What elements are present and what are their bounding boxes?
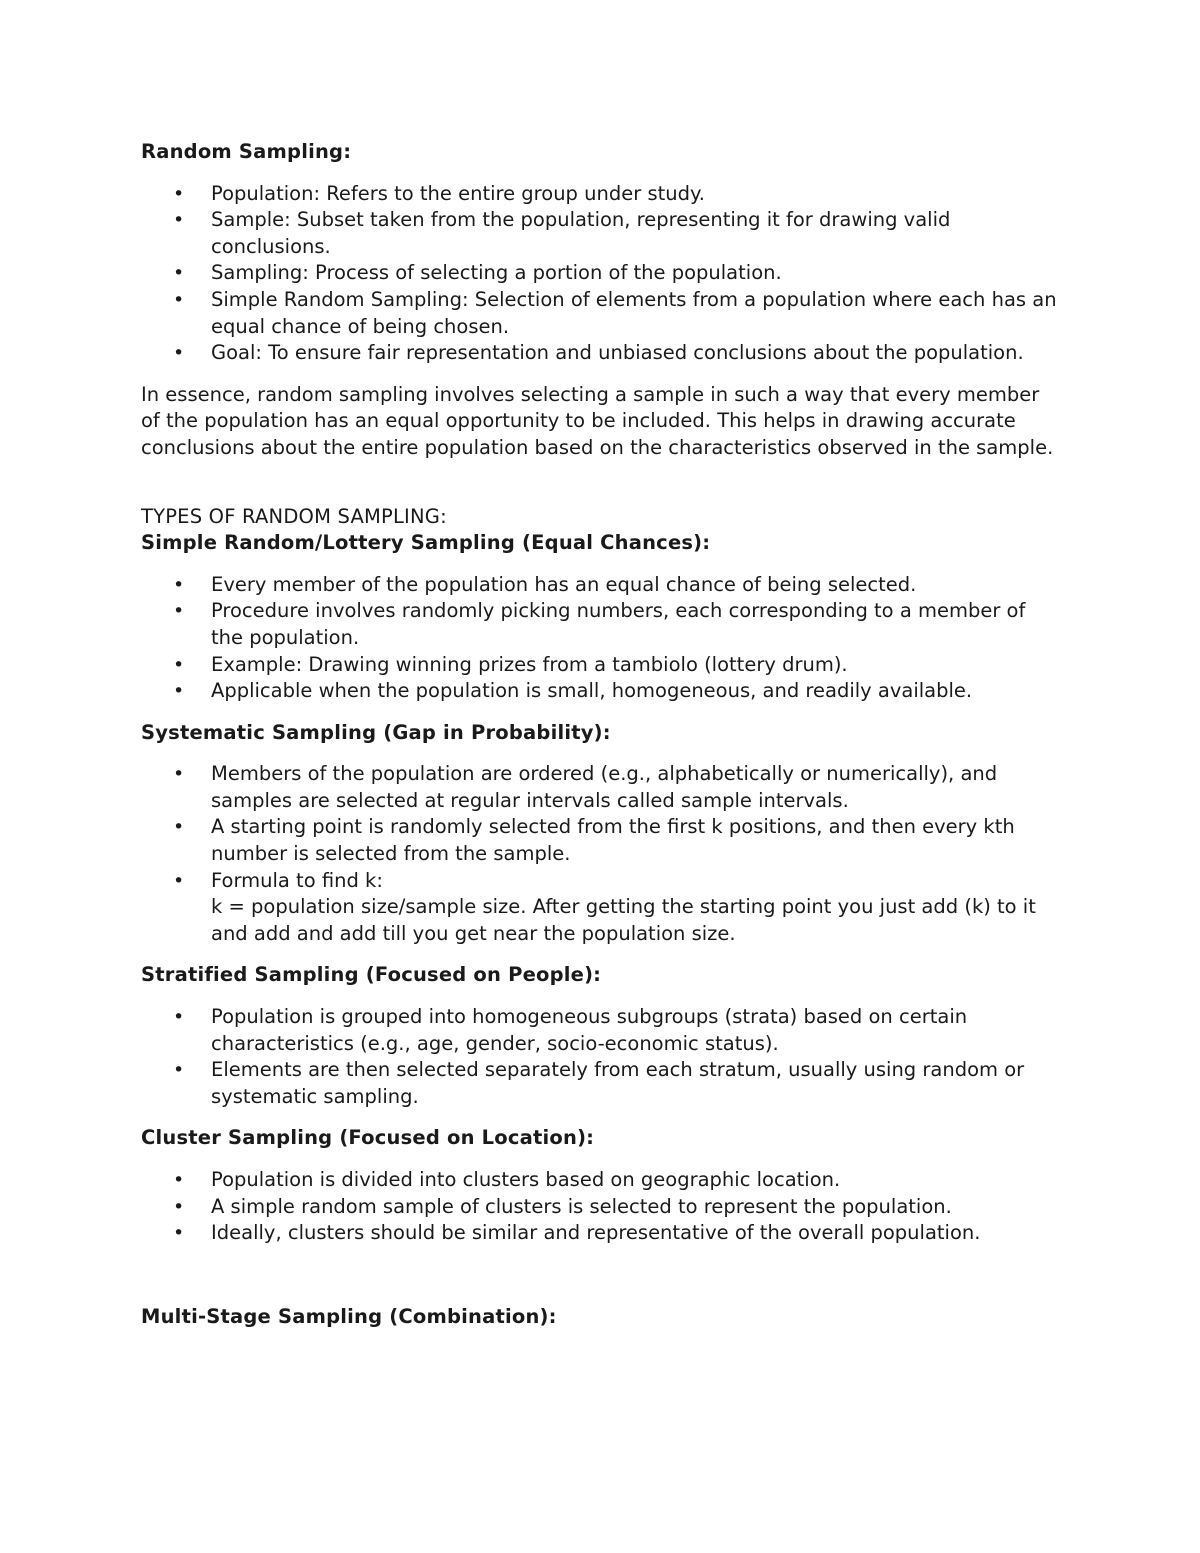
- list-item: • Sampling: Process of selecting a portion of the population.: [141, 260, 1061, 287]
- list-item: • A starting point is randomly selected from the first k positions, and then every kth number is selected from the sample.: [141, 814, 1061, 867]
- stratified-list: [141, 1004, 1061, 1110]
- systematic-heading: Systematic Sampling (Gap in Probability):: [141, 720, 611, 744]
- list-item: • A simple random sample of clusters is selected to represent the population.: [141, 1194, 1061, 1221]
- list-item: • Simple Random Sampling: Selection of elements from a population where each has an equal chance of being chosen.: [141, 287, 1061, 340]
- list-item: • Elements are then selected separately from each stratum, usually using random or systematic sampling.: [141, 1057, 1061, 1110]
- random-sampling-summary: In essence, random sampling involves selecting a sample in such a way that every member of the population has an equal opportunity to be included. This helps in drawing accurate conclusions about the entire population based on the characteristics observed in the sample.: [141, 382, 1054, 459]
- list-item: • Goal: To ensure fair representation and unbiased conclusions about the population.: [141, 340, 1061, 367]
- list-item: • Ideally, clusters should be similar and representative of the overall population.: [141, 1220, 1061, 1247]
- random-sampling-list: [141, 181, 1061, 367]
- cluster-list: [141, 1167, 1061, 1247]
- list-item: • Members of the population are ordered (e.g., alphabetically or numerically), and samples are selected at regular intervals called sample intervals.: [141, 761, 1061, 814]
- stratified-heading: Stratified Sampling (Focused on People):: [141, 963, 602, 987]
- list-item: • Population is grouped into homogeneous subgroups (strata) based on certain characteristics (e.g., age, gender, socio-economic status).: [141, 1004, 1061, 1057]
- cluster-heading: Cluster Sampling (Focused on Location):: [141, 1126, 595, 1150]
- list-item: • Procedure involves randomly picking numbers, each corresponding to a member of the population.: [141, 598, 1061, 651]
- types-heading: TYPES OF RANDOM SAMPLING:: [141, 504, 447, 528]
- formula-text: k = population size/sample size. After getting the starting point you just add (k) to it and add and add till you get near the population size.: [211, 895, 1036, 945]
- list-item: • Applicable when the population is small, homogeneous, and readily available.: [141, 678, 1061, 705]
- list-item: • Population is divided into clusters based on geographic location.: [141, 1167, 1061, 1194]
- list-item: • Every member of the population has an equal chance of being selected.: [141, 572, 1061, 599]
- systematic-list: [141, 761, 1061, 947]
- list-item: • Population: Refers to the entire group under study.: [141, 181, 1061, 208]
- list-item: • Example: Drawing winning prizes from a tambiolo (lottery drum).: [141, 652, 1061, 679]
- document-page: [141, 139, 1061, 1330]
- multistage-heading: Multi-Stage Sampling (Combination):: [141, 1304, 557, 1328]
- random-sampling-heading: Random Sampling:: [141, 140, 352, 163]
- list-item: [141, 868, 1061, 948]
- simple-random-heading: Simple Random/Lottery Sampling (Equal Chances):: [141, 531, 711, 555]
- simple-random-list: [141, 572, 1061, 705]
- formula-label: Formula to find k:: [211, 868, 383, 892]
- list-item: • Sample: Subset taken from the population, representing it for drawing valid conclusions.: [141, 207, 1061, 260]
